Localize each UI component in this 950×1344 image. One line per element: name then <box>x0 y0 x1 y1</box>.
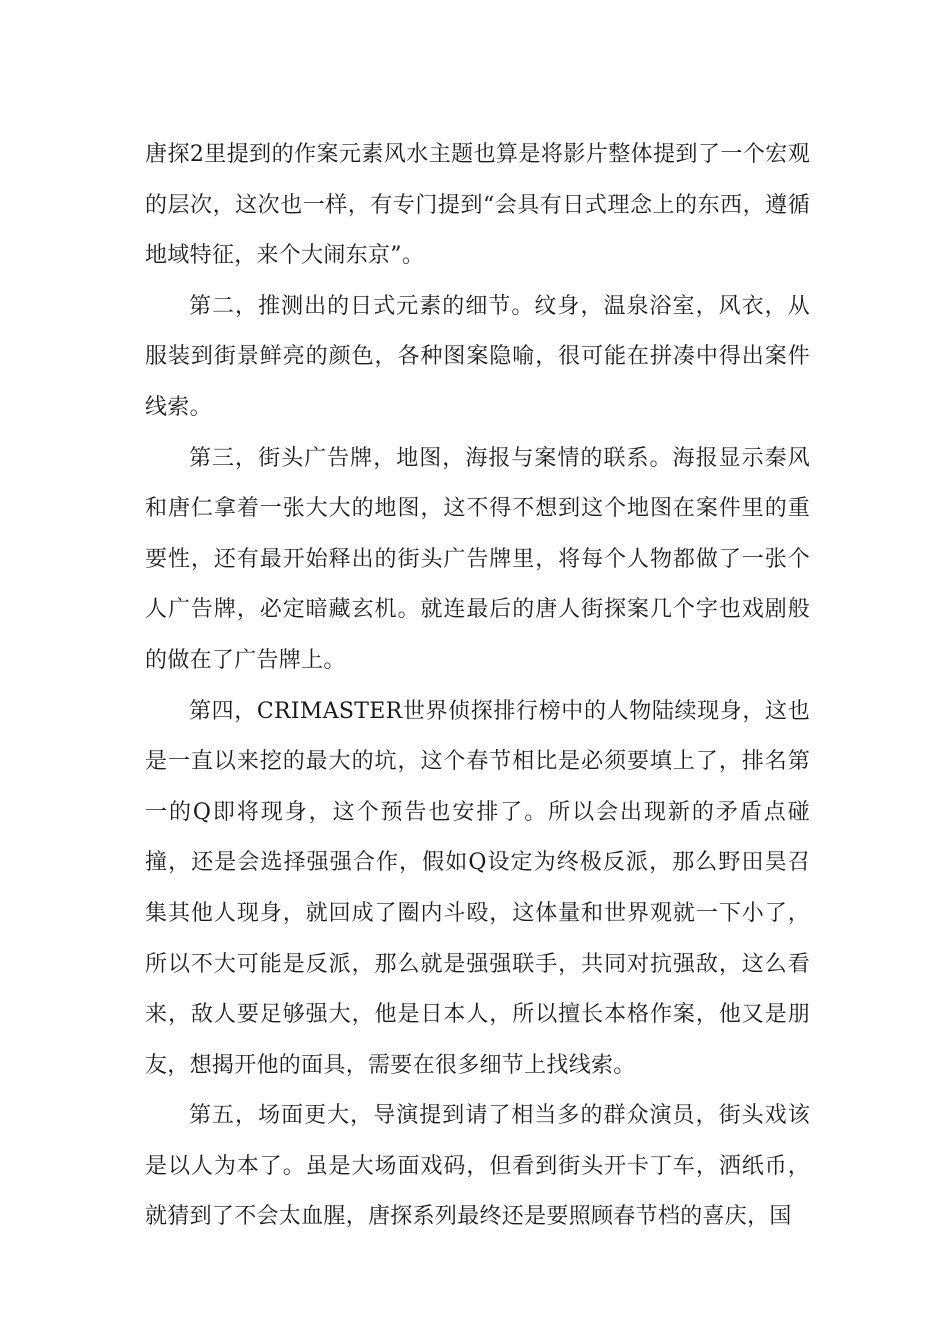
paragraph-point-4: 第四，CRIMASTER世界侦探排行榜中的人物陆续现身，这也是一直以来挖的最大的坑，这个春节相比是必须要填上了，排名第一的Q即将现身，这个预告也安排了。所以会出现新的矛盾点碰撞，还是会选择强强合作，假如Q设定为终极反派，那么野田昊召集其他人现身，就回成了圈内斗殴，这体量和世界观就一下小了，所以不大可能是反派，那么就是强强联手，共同对抗强敌，这么看来，敌人要足够强大，他是日本人，所以擅长本格作案，他又是朋友，想揭开他的面具，需要在很多细节上找线索。 <box>145 698 810 1078</box>
paragraph-point-3: 第三，街头广告牌，地图，海报与案情的联系。海报显示秦风和唐仁拿着一张大大的地图，这不得不想到这个地图在案件里的重要性，还有最开始释出的街头广告牌里，将每个人物都做了一张个人广告牌，必定暗藏玄机。就连最后的唐人街探案几个字也戏剧般的做在了广告牌上。 <box>145 445 810 673</box>
paragraph-continuation: 唐探2里提到的作案元素风水主题也算是将影片整体提到了一个宏观的层次，这次也一样，有专门提到“会具有日式理念上的东西，遵循地域特征，来个大闹东京”。 <box>145 142 810 269</box>
body-text <box>145 130 810 1243</box>
paragraph-point-2: 第二，推测出的日式元素的细节。纹身，温泉浴室，风衣，从服装到街景鲜亮的颜色，各种图案隐喻，很可能在拼凑中得出案件线索。 <box>145 293 810 420</box>
paragraph-point-5: 第五，场面更大，导演提到请了相当多的群众演员，街头戏该是以人为本了。虽是大场面戏码，但看到街头开卡丁车，洒纸币，就猜到了不会太血腥，唐探系列最终还是要照顾春节档的喜庆，国 <box>145 1103 810 1230</box>
